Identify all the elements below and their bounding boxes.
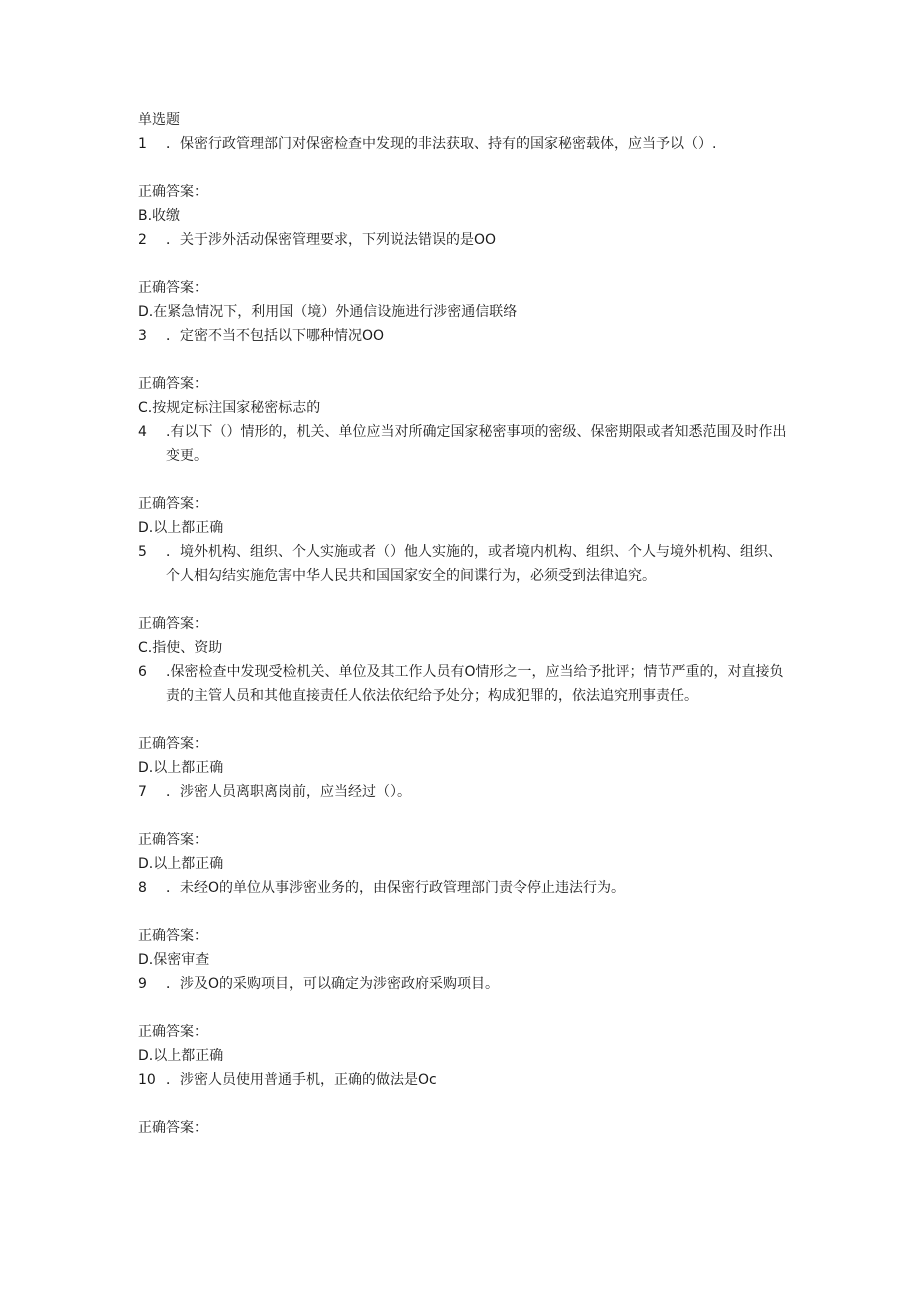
question-number: 10 [138,1072,156,1088]
spacer [138,156,788,180]
question-block [138,780,788,876]
answer-label: 正确答案： [138,616,208,632]
question-text: .保密检查中发现受检机关、单位及其工作人员有O情形之一，应当给予批评；情节严重的，对直接负责的主管人员和其他直接责任人依法依纪给予处分；构成犯罪的，依法追究刑事责任。 [166,664,784,704]
question-text: ．涉密人员使用普通手机，正确的做法是Oc [166,1072,437,1088]
question-number: 1 [138,136,147,152]
question-text: ．定密不当不包括以下哪种情况OO [166,328,385,344]
question-item [138,132,788,156]
question-text: ．关于涉外活动保密管理要求，下列说法错误的是OO [166,232,497,248]
spacer [138,804,788,828]
question-block [138,876,788,972]
spacer [138,348,788,372]
question-text: ．未经O的单位从事涉密业务的，由保密行政管理部门责令停止违法行为。 [166,880,626,896]
question-block [138,420,788,540]
section-title: 单选题 [138,112,180,128]
question-number: 9 [138,976,147,992]
answer-value: D.保密审查 [138,952,210,968]
question-block [138,660,788,780]
question-text: ．保密行政管理部门对保密检查中发现的非法获取、持有的国家秘密载体，应当予以（）. [166,136,717,152]
answer-value: D.在紧急情况下，利用国（境）外通信设施进行涉密通信联络 [138,304,518,320]
question-item [138,660,788,708]
question-text: ．涉密人员离职离岗前，应当经过（）。 [166,784,411,800]
question-item [138,876,788,900]
question-number: 6 [138,664,147,680]
answer-value: C.按规定标注国家秘密标志的 [138,400,321,416]
question-block [138,972,788,1068]
answer-value: D.以上都正确 [138,520,224,536]
question-text: ．境外机构、组织、个人实施或者（）他人实施的，或者境内机构、组织、个人与境外机构、组织、个人相勾结实施危害中华人民共和国国家安全的间谍行为，必须受到法律追究。 [166,544,782,584]
spacer [138,1092,788,1116]
answer-label: 正确答案： [138,184,208,200]
question-item [138,228,788,252]
answer-label: 正确答案： [138,376,208,392]
question-block [138,228,788,324]
answer-label: 正确答案： [138,1120,208,1136]
answer-label: 正确答案： [138,928,208,944]
spacer [138,588,788,612]
question-number: 3 [138,328,147,344]
question-number: 4 [138,424,147,440]
answer-value: B.收缴 [138,208,181,224]
question-item [138,540,788,588]
question-item [138,1068,788,1092]
question-list [138,132,788,1140]
answer-value: D.以上都正确 [138,1048,224,1064]
answer-label: 正确答案： [138,736,208,752]
question-item [138,324,788,348]
question-number: 8 [138,880,147,896]
question-number: 2 [138,232,147,248]
spacer [138,708,788,732]
question-block [138,1068,788,1140]
answer-label: 正确答案： [138,496,208,512]
answer-value: D.以上都正确 [138,856,224,872]
question-item [138,972,788,996]
spacer [138,468,788,492]
spacer [138,900,788,924]
answer-label: 正确答案： [138,1024,208,1040]
question-text: ．涉及O的采购项目，可以确定为涉密政府采购项目。 [166,976,500,992]
exam-content [138,108,788,1140]
answer-value: D.以上都正确 [138,760,224,776]
question-text: .有以下（）情形的，机关、单位应当对所确定国家秘密事项的密级、保密期限或者知悉范围及时作出变更。 [166,424,787,464]
question-item [138,780,788,804]
question-number: 7 [138,784,147,800]
answer-label: 正确答案： [138,832,208,848]
answer-label: 正确答案： [138,280,208,296]
question-block [138,324,788,420]
question-number: 5 [138,544,147,560]
spacer [138,252,788,276]
question-item [138,420,788,468]
spacer [138,996,788,1020]
question-block [138,540,788,660]
question-block [138,132,788,228]
answer-value: C.指使、资助 [138,640,223,656]
